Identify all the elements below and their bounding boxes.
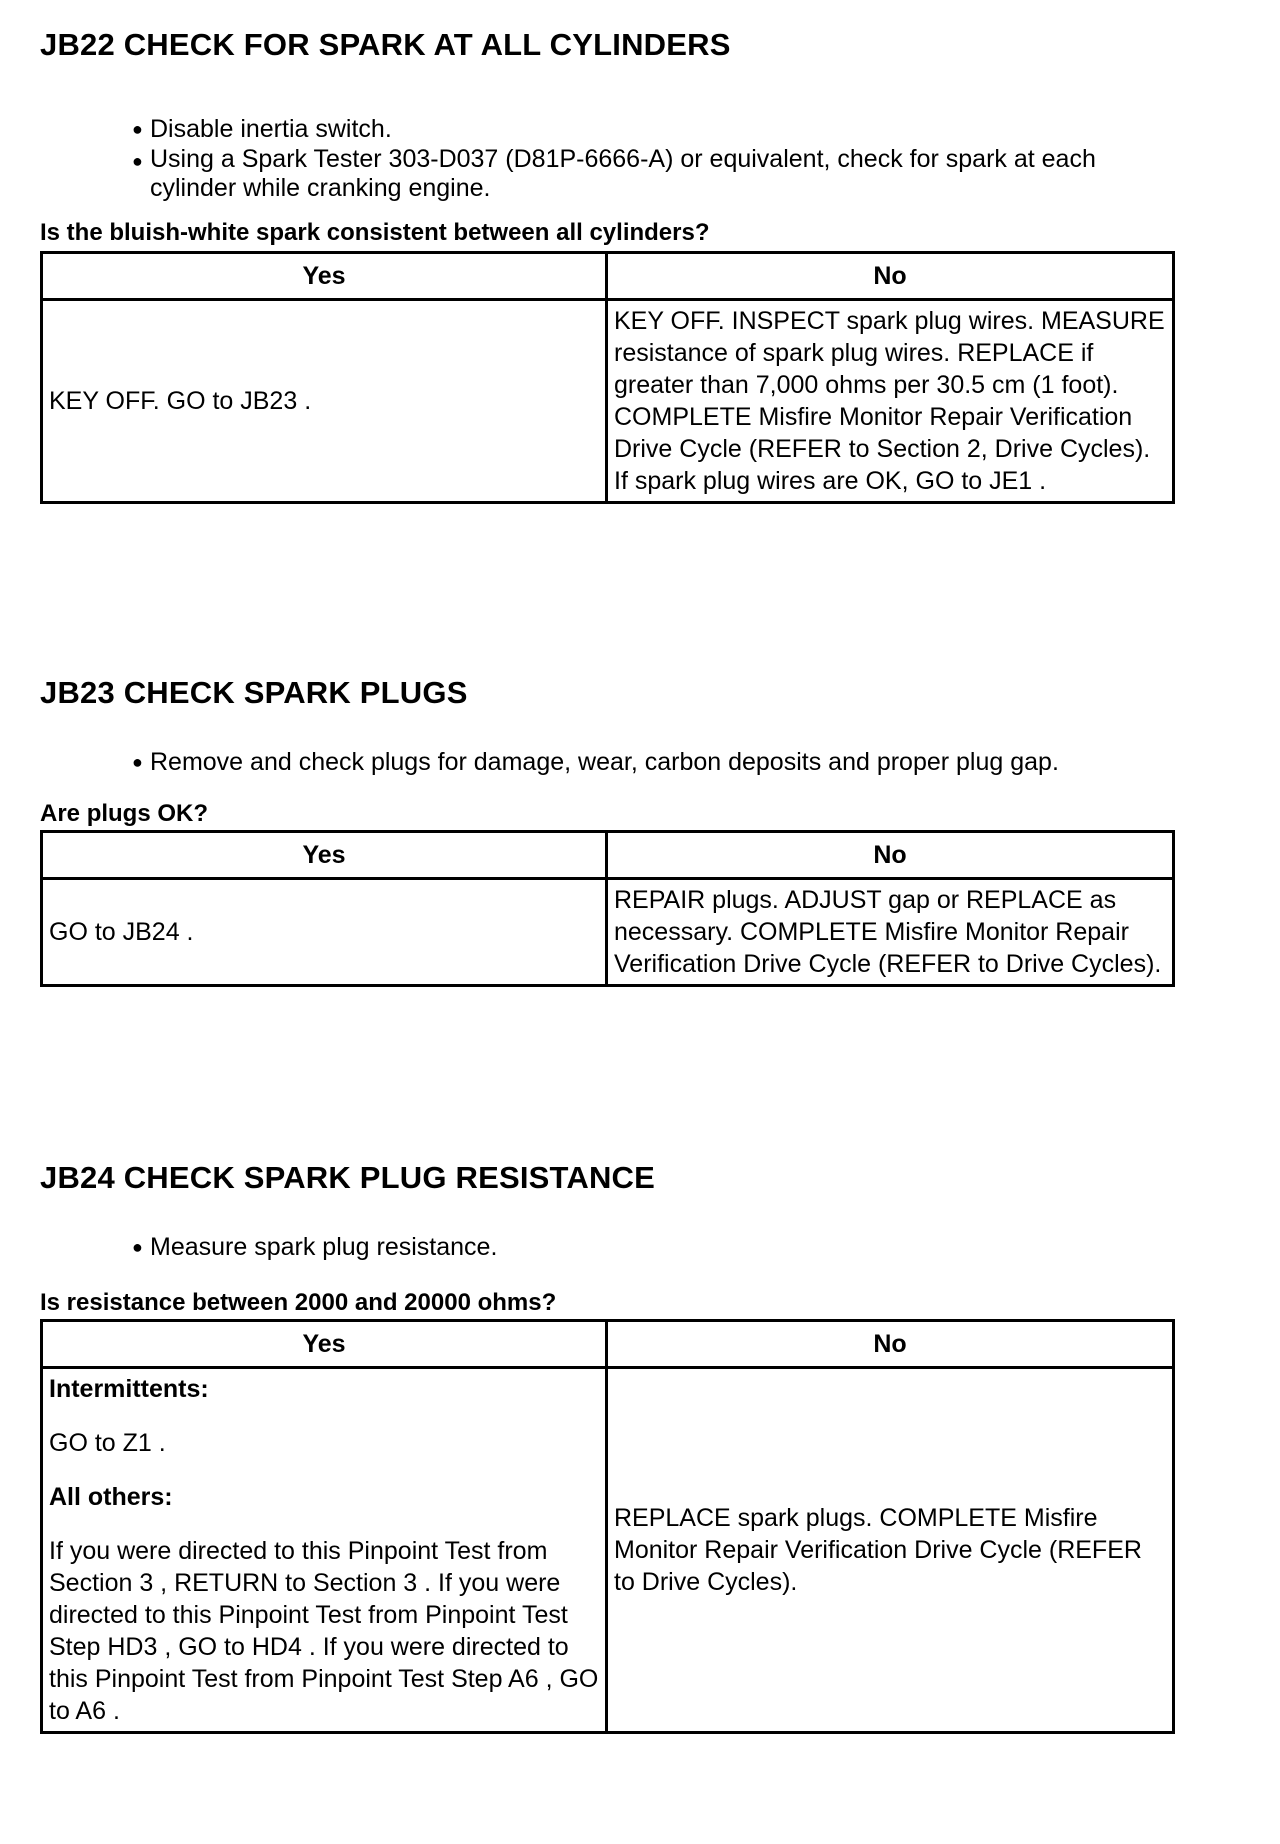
section-jb24 — [40, 1159, 1175, 1734]
all-others-text: If you were directed to this Pinpoint Test from Section 3 , RETURN to Section 3 . If you were directed to this Pinpoint Test from Pinpoint Test Step HD3 , GO to HD4 . If you were directed to this Pinpoint Test from Pinpoint Test Step A6 , GO to A6 . — [49, 1537, 599, 1725]
step-list — [40, 113, 1175, 203]
yes-header: Yes — [42, 832, 607, 879]
question-text: Are plugs OK? — [40, 800, 209, 827]
no-cell: REPLACE spark plugs. COMPLETE Misfire Monitor Repair Verification Drive Cycle (REFER to Drive Cycles). — [607, 1368, 1174, 1733]
yes-cell: GO to JB24 . — [42, 879, 607, 986]
step-item: ● Measure spark plug resistance. — [132, 1233, 498, 1261]
section-heading: JB23 CHECK SPARK PLUGS — [40, 675, 468, 710]
section-jb22 — [40, 26, 1175, 504]
yes-cell — [42, 1368, 607, 1733]
no-header: No — [607, 832, 1174, 879]
bullet-icon: ● — [132, 752, 143, 772]
intermittents-label: Intermittents: — [49, 1375, 209, 1403]
question-text: Is resistance between 2000 and 20000 ohms? — [40, 1289, 557, 1316]
answer-table — [40, 830, 1175, 987]
step-list — [40, 1231, 1175, 1263]
yes-cell: KEY OFF. GO to JB23 . — [42, 300, 607, 503]
answer-table — [40, 251, 1175, 504]
bullet-icon: ● — [132, 119, 143, 139]
no-header: No — [607, 1321, 1174, 1368]
no-cell: REPAIR plugs. ADJUST gap or REPLACE as necessary. COMPLETE Misfire Monitor Repair Verification Drive Cycle (REFER to Drive Cycles). — [607, 879, 1174, 986]
question-text: Is the bluish-white spark consistent between all cylinders? — [40, 219, 710, 246]
step-item: ● Remove and check plugs for damage, wear, carbon deposits and proper plug gap. — [132, 748, 1059, 776]
bullet-icon: ● — [132, 151, 143, 171]
answer-table — [40, 1319, 1175, 1734]
yes-header: Yes — [42, 253, 607, 300]
no-header: No — [607, 253, 1174, 300]
section-heading: JB22 CHECK FOR SPARK AT ALL CYLINDERS — [40, 27, 731, 62]
yes-header: Yes — [42, 1321, 607, 1368]
bullet-icon: ● — [132, 1237, 143, 1257]
step-list — [40, 746, 1175, 778]
step-item: ● Disable inertia switch. — [132, 115, 392, 143]
intermittents-text: GO to Z1 . — [49, 1429, 166, 1457]
no-cell: KEY OFF. INSPECT spark plug wires. MEASURE resistance of spark plug wires. REPLACE if greater than 7,000 ohms per 30.5 cm (1 foot). COMPLETE Misfire Monitor Repair Verification Drive Cycle (REFER to Section 2, Drive Cycles). If spark plug wires are OK, GO to JE1 . — [607, 300, 1174, 503]
all-others-label: All others: — [49, 1483, 173, 1511]
section-jb23 — [40, 674, 1175, 987]
step-item: ● Using a Spark Tester 303-D037 (D81P-6666-A) or equivalent, check for spark at each cylinder while cranking engine. — [132, 145, 1096, 202]
section-heading: JB24 CHECK SPARK PLUG RESISTANCE — [40, 1160, 656, 1195]
